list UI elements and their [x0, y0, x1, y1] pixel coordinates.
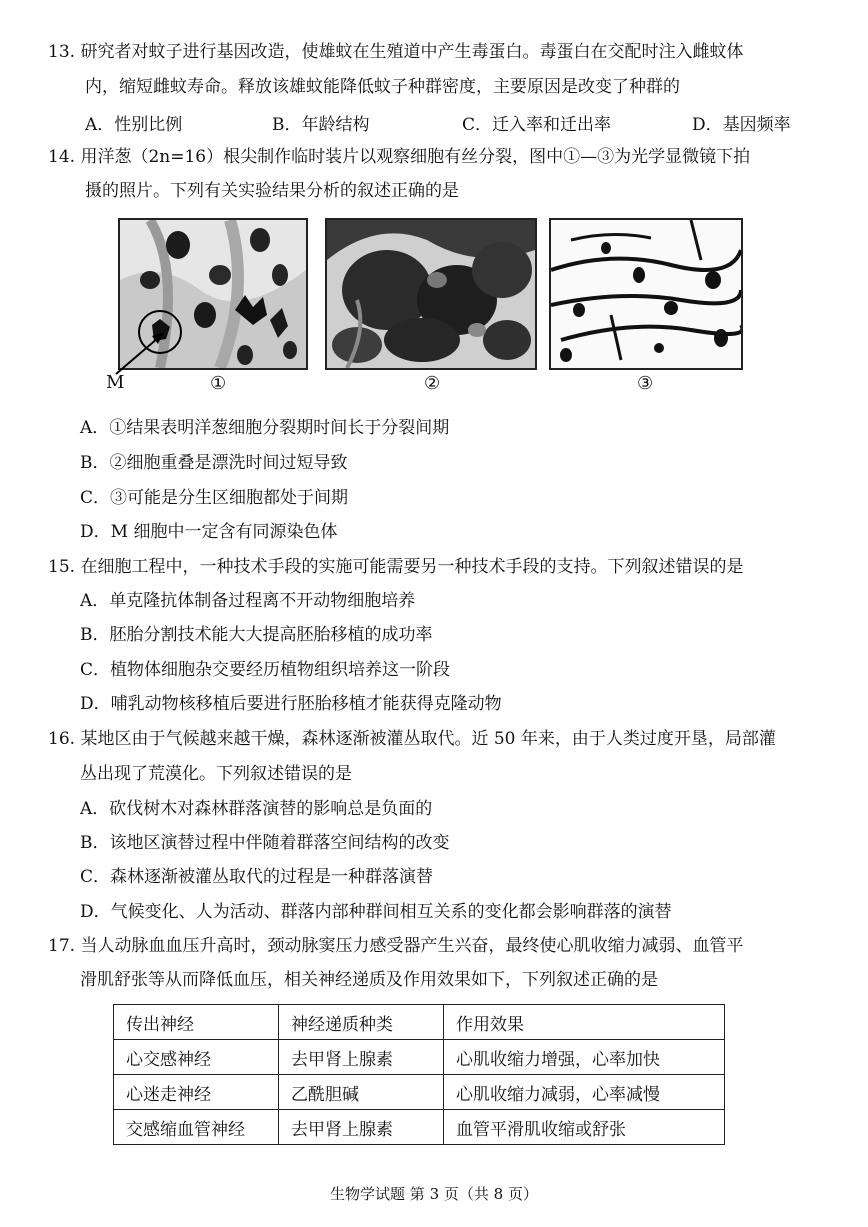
table-cell: 心交感神经	[114, 1040, 279, 1075]
q13-stem-line2: 内，缩短雌蚊寿命。释放该雄蚊能降低蚊子种群密度，主要原因是改变了种群的	[85, 77, 680, 97]
table-cell: 心迷走神经	[114, 1075, 279, 1110]
q14-option-c[interactable]: C．③可能是分生区细胞都处于间期	[80, 488, 349, 508]
micrograph-2	[325, 218, 537, 370]
table-row	[114, 1040, 725, 1075]
q15-option-c[interactable]: C．植物体细胞杂交要经历植物组织培养这一阶段	[80, 660, 451, 680]
q13-option-b[interactable]: B．年龄结构	[272, 115, 370, 135]
q13-options	[0, 110, 868, 134]
q16-stem-line2: 丛出现了荒漠化。下列叙述错误的是	[80, 764, 352, 784]
table-cell: 交感缩血管神经	[114, 1110, 279, 1145]
micrograph-3-image	[551, 220, 741, 368]
q15-option-d[interactable]: D．哺乳动物核移植后要进行胚胎移植才能获得克隆动物	[80, 694, 502, 714]
table-cell: 去甲肾上腺素	[279, 1040, 444, 1075]
q15-option-b[interactable]: B．胚胎分割技术能大大提高胚胎移植的成功率	[80, 625, 433, 645]
micrograph-3-label: ③	[637, 373, 654, 394]
q17-stem-line1: 17. 当人动脉血血压升高时，颈动脉窦压力感受器产生兴奋，最终使心肌收缩力减弱、血管平	[48, 936, 744, 956]
q16-stem-line1: 16. 某地区由于气候越来越干燥，森林逐渐被灌丛取代。近 50 年来，由于人类过度开垦，局部灌	[48, 729, 776, 749]
table-header-cell: 神经递质种类	[279, 1005, 444, 1040]
page-footer: 生物学试题 第 3 页（共 8 页）	[330, 1185, 538, 1203]
q15-stem-line1: 15. 在细胞工程中，一种技术手段的实施可能需要另一种技术手段的支持。下列叙述错误的是	[48, 557, 744, 577]
q17-stem-line2: 滑肌舒张等从而降低血压，相关神经递质及作用效果如下，下列叙述正确的是	[80, 970, 658, 990]
table-cell: 心肌收缩力增强，心率加快	[444, 1040, 725, 1075]
table-header-cell: 传出神经	[114, 1005, 279, 1040]
q13-option-d[interactable]: D．基因频率	[692, 115, 791, 135]
q17-table	[113, 1004, 725, 1145]
q13-option-c[interactable]: C．迁入率和迁出率	[462, 115, 612, 135]
q14-stem-line2: 摄的照片。下列有关实验结果分析的叙述正确的是	[85, 181, 459, 201]
q16-option-a[interactable]: A．砍伐树木对森林群落演替的影响总是负面的	[80, 799, 433, 819]
table-row	[114, 1110, 725, 1145]
q13-stem-line1: 13. 研究者对蚊子进行基因改造，使雄蚊在生殖道中产生毒蛋白。毒蛋白在交配时注入雌蚊体	[48, 42, 744, 62]
q14-option-a[interactable]: A．①结果表明洋葱细胞分裂期时间长于分裂间期	[80, 418, 450, 438]
table-cell: 去甲肾上腺素	[279, 1110, 444, 1145]
q16-option-c[interactable]: C．森林逐渐被灌丛取代的过程是一种群落演替	[80, 867, 434, 887]
q13-option-a[interactable]: A．性别比例	[85, 115, 183, 135]
q14-option-b[interactable]: B．②细胞重叠是漂洗时间过短导致	[80, 453, 348, 473]
q14-stem-line1: 14. 用洋葱（2n=16）根尖制作临时装片以观察细胞有丝分裂，图中①—③为光学显微镜下拍	[48, 147, 751, 167]
q15-option-a[interactable]: A．单克隆抗体制备过程离不开动物细胞培养	[80, 591, 416, 611]
table-row	[114, 1075, 725, 1110]
micrograph-2-label: ②	[424, 373, 441, 394]
q16-option-b[interactable]: B．该地区演替过程中伴随着群落空间结构的改变	[80, 833, 450, 853]
micrograph-1-label: ①	[210, 373, 227, 394]
q16-option-d[interactable]: D．气候变化、人为活动、群落内部种群间相互关系的变化都会影响群落的演替	[80, 902, 672, 922]
table-cell: 血管平滑肌收缩或舒张	[444, 1110, 725, 1145]
table-cell: 心肌收缩力减弱，心率减慢	[444, 1075, 725, 1110]
micrograph-2-image	[327, 220, 535, 368]
table-header-cell: 作用效果	[444, 1005, 725, 1040]
micrograph-3	[549, 218, 743, 370]
q14-option-d[interactable]: D．M 细胞中一定含有同源染色体	[80, 522, 338, 542]
marker-m-label: M	[106, 372, 125, 393]
marker-m-arrow	[108, 320, 178, 380]
table-cell: 乙酰胆碱	[279, 1075, 444, 1110]
table-header-row	[114, 1005, 725, 1040]
